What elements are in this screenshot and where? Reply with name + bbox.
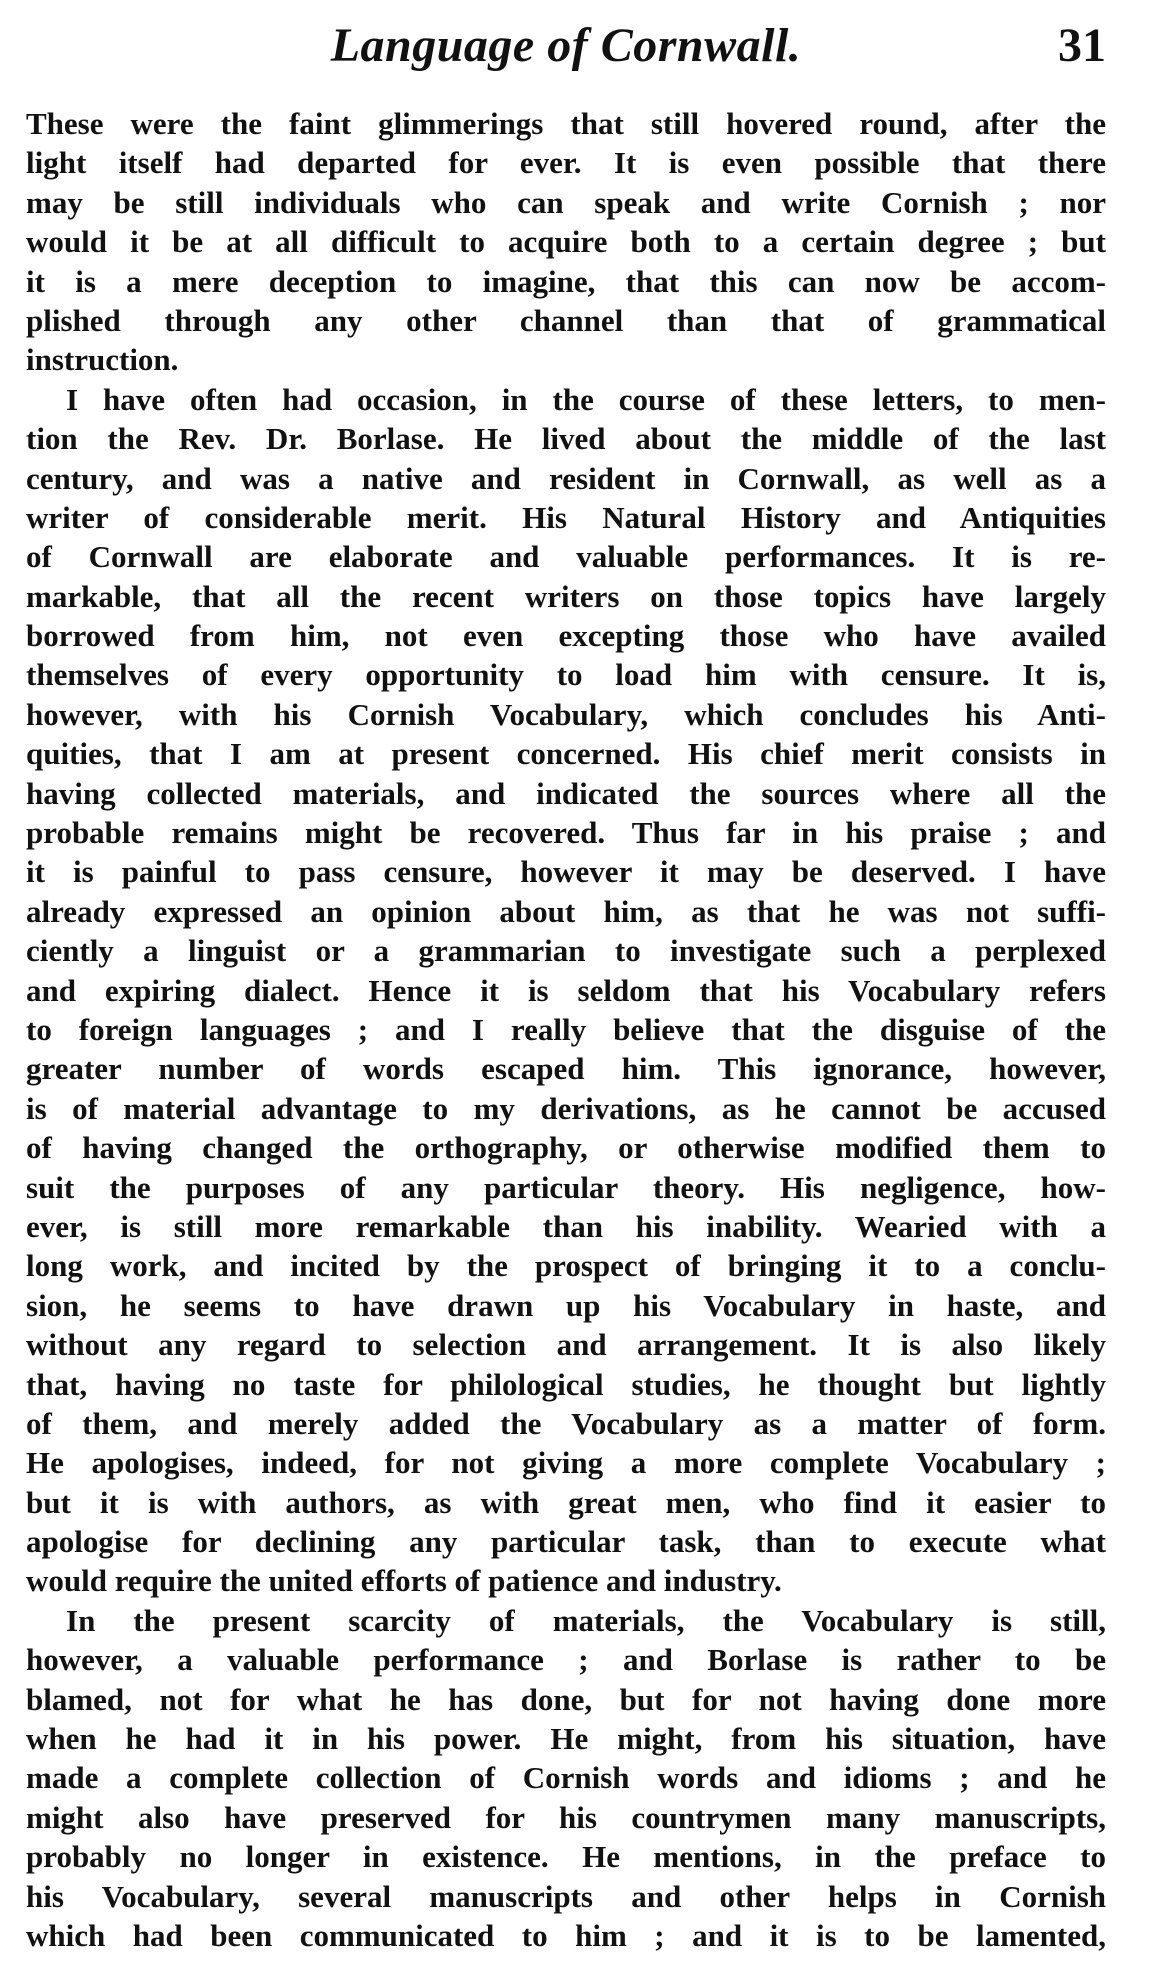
text-line: ciently a linguist or a grammarian to investigate such a perplexed	[26, 933, 1106, 969]
text-line: that, having no taste for philological studies, he thought but lightly	[26, 1366, 1106, 1402]
book-page	[26, 18, 1106, 1968]
text-line: is of material advantage to my derivations, as he cannot be accused	[26, 1090, 1106, 1126]
text-line: blamed, not for what he has done, but for not having done more	[26, 1681, 1106, 1717]
text-line: He apologises, indeed, for not giving a more complete Vocabulary ;	[26, 1445, 1106, 1481]
text-line: without any regard to selection and arrangement. It is also likely	[26, 1327, 1106, 1363]
text-line: would it be at all difficult to acquire both to a certain degree ; but	[26, 224, 1106, 260]
text-line: his Vocabulary, several manuscripts and other helps in Cornish	[26, 1878, 1106, 1914]
text-line: I have often had occasion, in the course of these letters, to men-	[66, 381, 1106, 417]
page-header	[26, 18, 1106, 98]
text-line: suit the purposes of any particular theory. His negligence, how-	[26, 1169, 1106, 1205]
text-line: having collected materials, and indicated the sources where all the	[26, 775, 1106, 811]
text-line: borrowed from him, not even excepting those who have availed	[26, 618, 1106, 654]
text-line: tion the Rev. Dr. Borlase. He lived about the middle of the last	[26, 421, 1106, 457]
body-text	[26, 104, 1106, 1955]
page-number: 31	[1058, 19, 1106, 72]
text-line: may be still individuals who can speak and write Cornish ; nor	[26, 184, 1106, 220]
text-line: might also have preserved for his countrymen many manuscripts,	[26, 1799, 1106, 1835]
text-line: probably no longer in existence. He mentions, in the preface to	[26, 1839, 1106, 1875]
text-line: probable remains might be recovered. Thus far in his praise ; and	[26, 815, 1106, 851]
text-line: ever, is still more remarkable than his inability. Wearied with a	[26, 1208, 1106, 1244]
text-line: writer of considerable merit. His Natural History and Antiquities	[26, 499, 1106, 535]
text-line: made a complete collection of Cornish words and idioms ; and he	[26, 1760, 1106, 1796]
text-line: In the present scarcity of materials, the Vocabulary is still,	[66, 1602, 1106, 1638]
text-line: which had been communicated to him ; and it is to be lamented,	[26, 1917, 1106, 1953]
text-line: already expressed an opinion about him, as that he was not suffi-	[26, 893, 1106, 929]
text-line: themselves of every opportunity to load him with censure. It is,	[26, 657, 1106, 693]
text-line: would require the united efforts of patience and industry.	[26, 1563, 782, 1599]
text-line: of them, and merely added the Vocabulary as a matter of form.	[26, 1405, 1106, 1441]
text-line: it is a mere deception to imagine, that this can now be accom-	[26, 263, 1106, 299]
text-line: however, a valuable performance ; and Borlase is rather to be	[26, 1642, 1106, 1678]
paragraph	[26, 380, 1106, 1601]
paragraph	[26, 1601, 1106, 1956]
text-line: however, with his Cornish Vocabulary, which concludes his Anti-	[26, 696, 1106, 732]
text-line: of having changed the orthography, or otherwise modified them to	[26, 1130, 1106, 1166]
text-line: to foreign languages ; and I really believe that the disguise of the	[26, 1011, 1106, 1047]
text-line: light itself had departed for ever. It is even possible that there	[26, 145, 1106, 181]
paragraph	[26, 104, 1106, 380]
text-line: when he had it in his power. He might, from his situation, have	[26, 1721, 1106, 1757]
text-line: long work, and incited by the prospect of bringing it to a conclu-	[26, 1248, 1106, 1284]
text-line: plished through any other channel than that of grammatical	[26, 302, 1106, 338]
text-line: but it is with authors, as with great men, who find it easier to	[26, 1484, 1106, 1520]
text-line: of Cornwall are elaborate and valuable performances. It is re-	[26, 539, 1106, 575]
text-line: apologise for declining any particular task, than to execute what	[26, 1524, 1106, 1560]
text-line: century, and was a native and resident in Cornwall, as well as a	[26, 460, 1106, 496]
text-line: it is painful to pass censure, however it may be deserved. I have	[26, 854, 1106, 890]
text-line: greater number of words escaped him. This ignorance, however,	[26, 1051, 1106, 1087]
text-line: quities, that I am at present concerned. His chief merit consists in	[26, 736, 1106, 772]
text-line: instruction.	[26, 342, 179, 378]
text-line: These were the faint glimmerings that still hovered round, after the	[26, 106, 1106, 141]
running-title: Language of Cornwall.	[330, 19, 802, 72]
text-line: and expiring dialect. Hence it is seldom that his Vocabulary refers	[26, 972, 1106, 1008]
text-line: markable, that all the recent writers on those topics have largely	[26, 578, 1106, 614]
text-line: sion, he seems to have drawn up his Vocabulary in haste, and	[26, 1287, 1106, 1323]
